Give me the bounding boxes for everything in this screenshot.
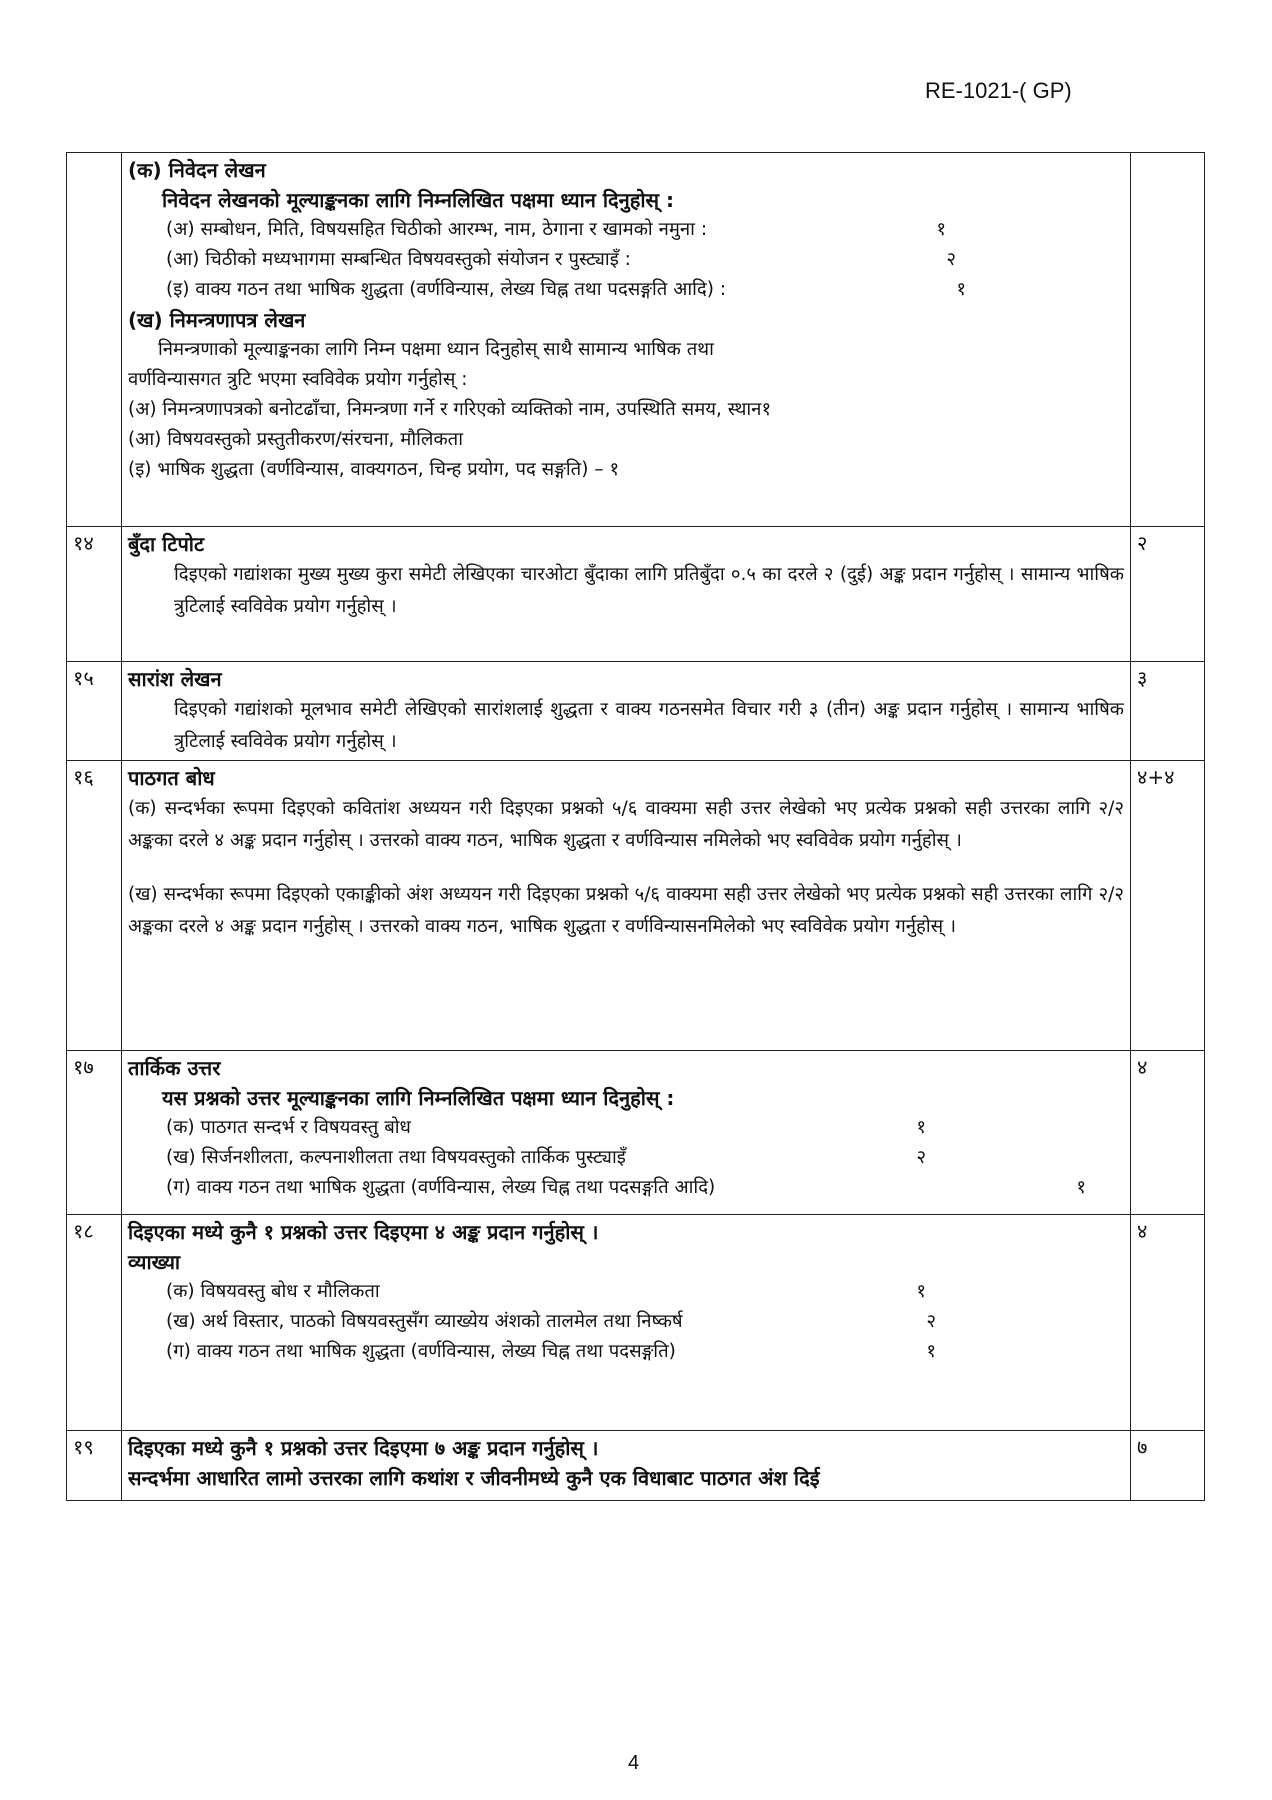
- question-subtitle: व्याख्या: [128, 1250, 181, 1274]
- table-row: [67, 153, 1205, 527]
- list-item: (अ) निमन्त्रणापत्रको बनोटढाँचा, निमन्त्रणा गर्ने र गरिएको व्यक्तिको नाम, उपस्थिति समय, स्थान१: [128, 399, 772, 420]
- marks: २: [1131, 527, 1205, 662]
- question-title: तार्किक उत्तर: [128, 1056, 221, 1080]
- question-number: १८: [67, 1215, 122, 1431]
- question-body: दिइएको गद्यांशका मुख्य मुख्य कुरा समेटी लेखिएका चारओटा बुँदाका लागि प्रतिबुँदा ०.५ का दरले २ (दुई) अङ्क प्रदान गर्नुहोस् । सामान्य भाषिक त्रुटिलाई स्वविवेक प्रयोग गर्नुहोस् ।: [174, 564, 1124, 617]
- question-intro: यस प्रश्नको उत्तर मूल्याङ्कनका लागि निम्नलिखित पक्षमा ध्यान दिनुहोस् :: [162, 1086, 675, 1110]
- question-body: दिइएको गद्यांशको मूलभाव समेटी लेखिएको सारांशलाई शुद्धता र वाक्य गठनसमेत विचार गरी ३ (तीन) अङ्क प्रदान गर्नुहोस् । सामान्य भाषिक त्रुटिलाई स्वविवेक प्रयोग गर्नुहोस् ।: [174, 699, 1124, 752]
- question-number: [67, 153, 122, 527]
- table-row: [67, 662, 1205, 761]
- question-title: दिइएका मध्ये कुनै १ प्रश्नको उत्तर दिइएमा ४ अङ्क प्रदान गर्नुहोस् ।: [128, 1220, 599, 1244]
- section-intro: निमन्त्रणाको मूल्याङ्कनका लागि निम्न पक्षमा ध्यान दिनुहोस् साथै सामान्य भाषिक तथा: [158, 339, 714, 360]
- marks: ७: [1131, 1431, 1205, 1501]
- marking-scheme-table: [66, 152, 1205, 1501]
- marks: [1131, 153, 1205, 527]
- table-row: [67, 1051, 1205, 1215]
- list-item: (इ) भाषिक शुद्धता (वर्णविन्यास, वाक्यगठन, चिन्ह प्रयोग, पद सङ्गति) – १: [128, 459, 620, 480]
- table-row: [67, 1215, 1205, 1431]
- marks: ४: [1131, 1215, 1205, 1431]
- list-item: (ख) अर्थ विस्तार, पाठको विषयवस्तुसँग व्याख्येय अंशको तालमेल तथा निष्कर्ष २: [166, 1311, 936, 1332]
- question-content: [122, 1431, 1131, 1501]
- question-paragraph: (ख) सन्दर्भका रूपमा दिइएको एकाङ्कीको अंश अध्ययन गरी दिइएका प्रश्नको ५/६ वाक्यमा सही उत्तर लेखेको भए प्रत्येक प्रश्नको सही उत्तरका लागि २/२ अङ्कका दरले ४ अङ्क प्रदान गर्नुहोस् । उत्तरको वाक्य गठन, भाषिक शुद्धता र वर्णविन्यासनमिलेको भए स्वविवेक प्रयोग गर्नुहोस् ।: [128, 884, 1124, 937]
- question-content: [122, 527, 1131, 662]
- table-row: [67, 761, 1205, 1051]
- question-number: १६: [67, 761, 122, 1051]
- section-title: (ख) निमन्त्रणापत्र लेखन: [128, 308, 306, 332]
- list-item: (ग) वाक्य गठन तथा भाषिक शुद्धता (वर्णविन्यास, लेख्य चिह्न तथा पदसङ्गति) १: [166, 1341, 936, 1362]
- question-number: १९: [67, 1431, 122, 1501]
- section-intro: निवेदन लेखनको मूल्याङ्कनका लागि निम्नलिखित पक्षमा ध्यान दिनुहोस् :: [162, 188, 675, 212]
- question-subtitle: सन्दर्भमा आधारित लामो उत्तरका लागि कथांश र जीवनीमध्ये कुनै एक विधाबाट पाठगत अंश दिई: [128, 1466, 820, 1490]
- marks: ४+४: [1131, 761, 1205, 1051]
- list-item: (आ) चिठीको मध्यभागमा सम्बन्धित विषयवस्तुको संयोजन र पुस्ट्याइँ : २: [166, 249, 956, 270]
- list-item: (आ) विषयवस्तुको प्रस्तुतीकरण/संरचना, मौलिकता: [128, 429, 463, 450]
- question-content: [122, 1051, 1131, 1215]
- question-paragraph: (क) सन्दर्भका रूपमा दिइएको कवितांश अध्ययन गरी दिइएका प्रश्नको ५/६ वाक्यमा सही उत्तर लेखेको भए प्रत्येक प्रश्नको सही उत्तरका लागि २/२ अङ्कका दरले ४ अङ्क प्रदान गर्नुहोस् । उत्तरको वाक्य गठन, भाषिक शुद्धता र वर्णविन्यास नमिलेको भए स्वविवेक प्रयोग गर्नुहोस् ।: [128, 798, 1124, 851]
- table-row: [67, 1431, 1205, 1501]
- question-content: [122, 1215, 1131, 1431]
- list-item: (क) पाठगत सन्दर्भ र विषयवस्तु बोध १: [166, 1117, 926, 1138]
- document-code: RE-1021-( GP): [925, 78, 1072, 103]
- question-title: बुँदा टिपोट: [128, 532, 205, 556]
- question-number: १७: [67, 1051, 122, 1215]
- section-title: (क) निवेदन लेखन: [128, 158, 266, 182]
- section-intro-cont: वर्णविन्यासगत त्रुटि भएमा स्वविवेक प्रयोग गर्नुहोस् :: [128, 369, 468, 390]
- marks: ४: [1131, 1051, 1205, 1215]
- page-number: 4: [628, 1752, 640, 1774]
- list-item: (ग) वाक्य गठन तथा भाषिक शुद्धता (वर्णविन्यास, लेख्य चिह्न तथा पदसङ्गति आदि) १: [166, 1177, 1086, 1198]
- question-number: १५: [67, 662, 122, 761]
- question-content: [122, 662, 1131, 761]
- marks: ३: [1131, 662, 1205, 761]
- table-row: [67, 527, 1205, 662]
- question-title: दिइएका मध्ये कुनै १ प्रश्नको उत्तर दिइएमा ७ अङ्क प्रदान गर्नुहोस् ।: [128, 1436, 599, 1460]
- question-content: [122, 761, 1131, 1051]
- question-number: १४: [67, 527, 122, 662]
- question-title: सारांश लेखन: [128, 667, 222, 691]
- list-item: (अ) सम्बोधन, मिति, विषयसहित चिठीको आरम्भ, नाम, ठेगाना र खामको नमुना : १: [166, 219, 946, 240]
- list-item: (इ) वाक्य गठन तथा भाषिक शुद्धता (वर्णविन्यास, लेख्य चिह्न तथा पदसङ्गति आदि) : १: [166, 279, 966, 300]
- question-title: पाठगत बोध: [128, 766, 215, 790]
- list-item: (ख) सिर्जनशीलता, कल्पनाशीलता तथा विषयवस्तुको तार्किक पुस्ट्याइँ २: [166, 1147, 926, 1168]
- list-item: (क) विषयवस्तु बोध र मौलिकता १: [166, 1281, 926, 1302]
- question-content: [122, 153, 1131, 527]
